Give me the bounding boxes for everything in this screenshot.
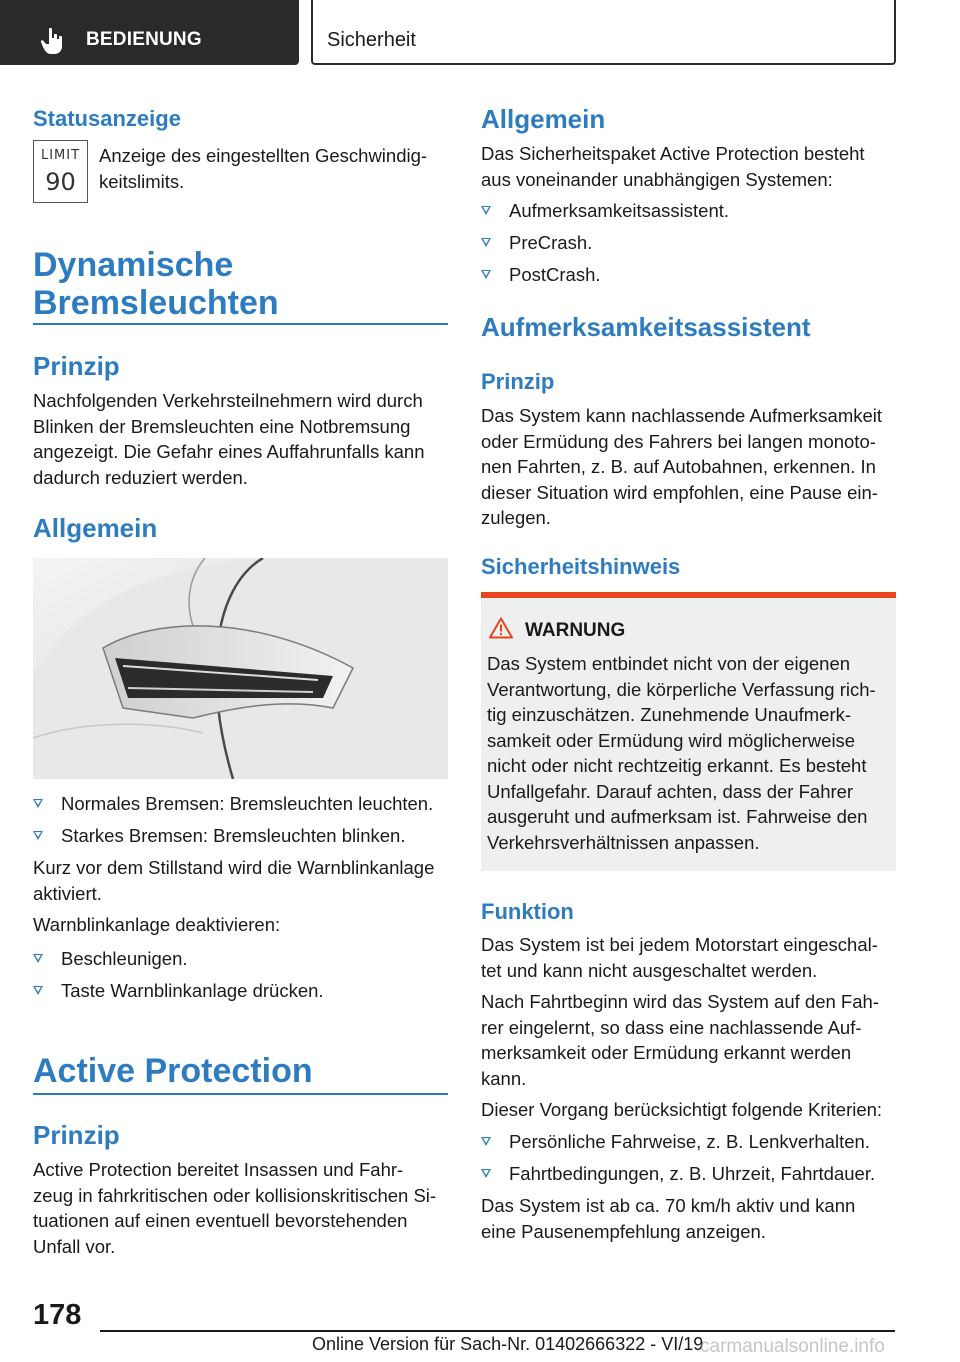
standstill-text: Kurz vor dem Stillstand wird die Warnblinkanlage aktiviert. [33, 857, 435, 904]
prinzip-heading: Prinzip [481, 369, 555, 394]
online-version-text: Online Version für Sach-Nr. 01402666322 - VI/19 [312, 1334, 704, 1354]
status-text: Anzeige des eingestellten Geschwindig- keitslimits. [99, 145, 428, 192]
closing-text: Das System ist ab ca. 70 km/h aktiv und kann eine Pausenempfehlung anzeigen. [481, 1195, 856, 1242]
footer-rule [100, 1330, 895, 1332]
attention-assist-heading: Aufmerksamkeitsassistent [481, 312, 811, 342]
bullet-triangle-icon [33, 799, 43, 808]
deactivate-text: Warnblinkanlage deaktivieren: [33, 914, 281, 935]
prinzip-text: Das System kann nachlassende Aufmerksamkeit oder Ermüdung des Fahrers bei langen monoto- nen Fahrten, z. B. auf Autobahnen, erkennen. In dieser Situation wird empfohlen, eine Pause ein- zulegen. [481, 405, 883, 528]
prinzip-heading: Prinzip [33, 351, 120, 381]
active-protection-heading: Active Protection [33, 1052, 313, 1090]
section-rule [33, 323, 448, 325]
hand-icon [40, 27, 66, 55]
safety-note-heading: Sicherheitshinweis [481, 554, 681, 579]
bullet-triangle-icon [481, 238, 491, 247]
speed-limit-label: LIMIT [40, 148, 81, 163]
criteria-text: Dieser Vorgang berücksichtigt folgende Kriterien: [481, 1099, 883, 1120]
allgemein-heading: Allgemein [33, 513, 158, 543]
prinzip-text: Active Protection bereitet Insassen und Fahr- zeug in fahrkritischen oder kollisionskritischen Si- tuationen auf einen eventuell bevorstehenden Unfall vor. [33, 1159, 437, 1257]
allgemein-heading: Allgemein [481, 104, 606, 134]
bullet-triangle-icon [481, 1169, 491, 1178]
bullet-triangle-icon [481, 270, 491, 279]
warning-text: Das System entbindet nicht von der eigenen Verantwortung, die körperliche Verfassung rich- tig einzuschätzen. Zunehmende Unaufmerk- samkeit oder Ermüdung wird möglicherweise nicht oder nicht rechtzeitig erkannt. Es besteht Unfallgefahr. Darauf achten, dass der Fahrer ausgeruht und aufmerksam ist. Fahrweise den Verkehrsverhältnissen anpassen. [487, 653, 876, 853]
bullet-triangle-icon [33, 954, 43, 963]
chapter-tab [311, 0, 896, 65]
bullet-triangle-icon [33, 831, 43, 840]
prinzip-text: Nachfolgenden Verkehrsteilnehmern wird durch Blinken der Bremsleuchten eine Notbremsung angezeigt. Die Gefahr eines Auffahrunfalls kann dadurch reduziert werden. [33, 390, 425, 488]
warning-triangle-icon [489, 617, 513, 639]
section-label: BEDIENUNG [86, 29, 202, 50]
brake-light-photo [33, 558, 448, 779]
section-rule [33, 1093, 448, 1095]
bullet-triangle-icon [481, 206, 491, 215]
prinzip-heading: Prinzip [33, 1120, 120, 1150]
chapter-label: Sicherheit [327, 29, 416, 51]
watermark: carmanualsonline.info [700, 1336, 885, 1357]
warning-title: WARNUNG [525, 620, 626, 641]
funktion-heading: Funktion [481, 899, 574, 924]
dynamic-brake-lights-heading: Dynamische Bremsleuchten [33, 246, 279, 322]
allgemein-text: Das Sicherheitspaket Active Protection besteht aus voneinander unabhängigen Systemen: [481, 143, 865, 190]
bullet-triangle-icon [481, 1137, 491, 1146]
bullet-triangle-icon [33, 986, 43, 995]
page-number: 178 [33, 1299, 82, 1331]
status-heading: Statusanzeige [33, 106, 181, 131]
speed-limit-icon [33, 140, 88, 203]
section-tab [0, 0, 299, 65]
speed-limit-value: 90 [45, 168, 76, 196]
funktion-text: Das System ist bei jedem Motorstart eingeschal- tet und kann nicht ausgeschaltet werden. [481, 934, 878, 981]
funktion-text: Nach Fahrtbeginn wird das System auf den Fah- rer eingelernt, so dass eine nachlassende Auf- merksamkeit oder Ermüdung erkannt werden kann. [481, 991, 879, 1089]
